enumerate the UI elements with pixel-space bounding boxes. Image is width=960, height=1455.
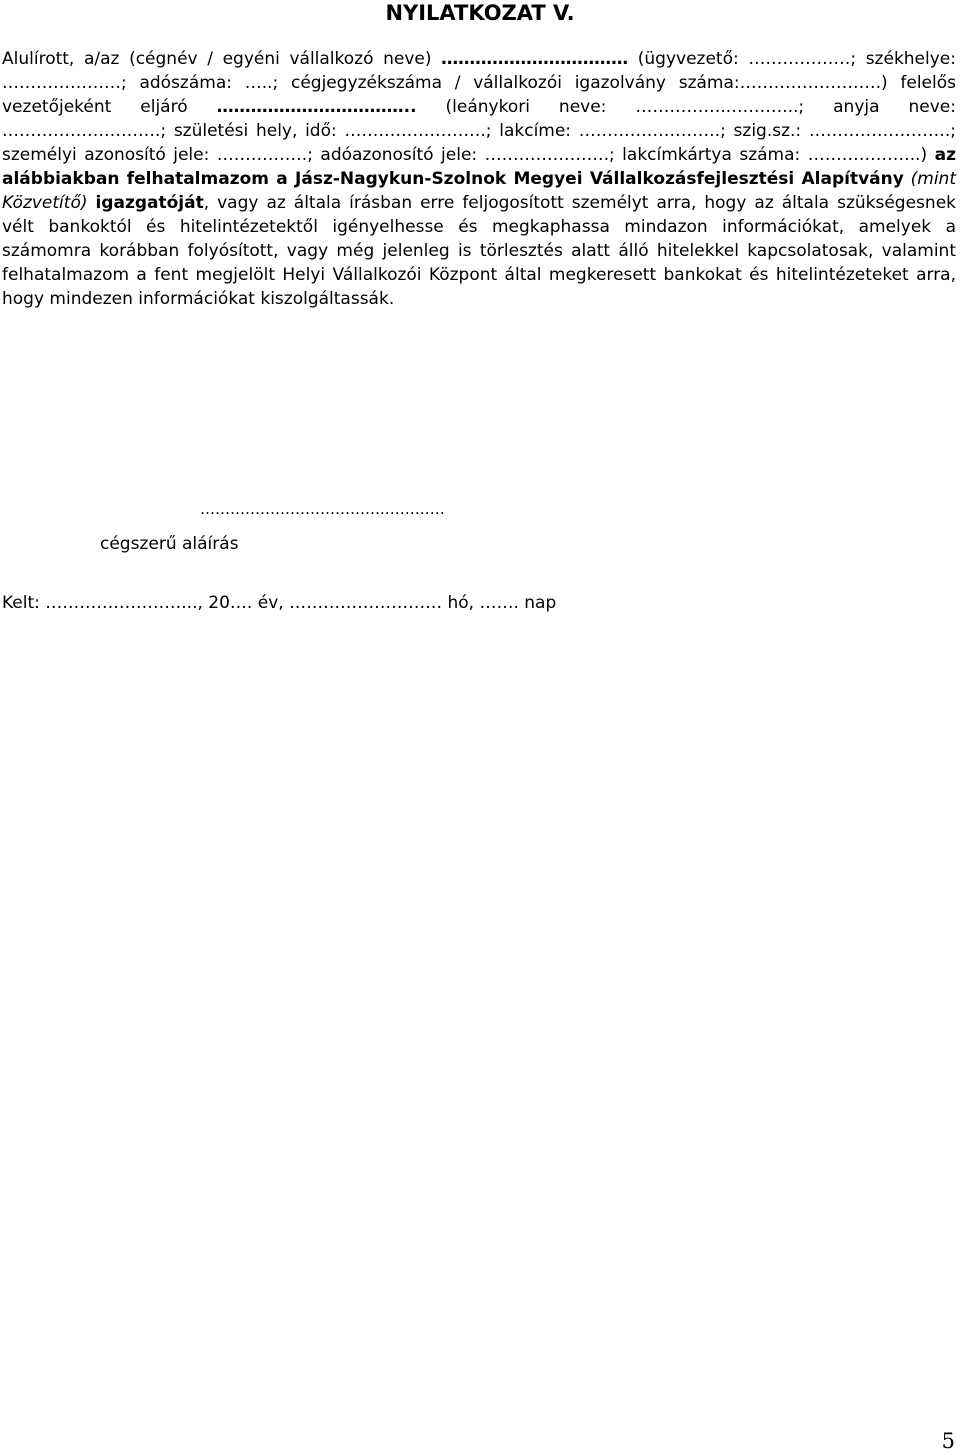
signature-label: cégszerű aláírás bbox=[100, 534, 239, 554]
date-line: Kelt: ……………………..., 20…. év, ……………………… hó, ……. nap bbox=[2, 593, 557, 613]
paragraph-segment: Alulírott, a/az (cégnév / egyéni vállalkozó neve) bbox=[2, 49, 442, 69]
authorization-clause: az alábbiakban felhatalmazom a Jász-Nagykun-Szolnok Megyei Vállalkozásfejlesztési Alapítvány bbox=[2, 145, 956, 189]
company-name-blank: …………………………… bbox=[441, 49, 629, 69]
signature-line: ……………………………….………… bbox=[200, 500, 445, 518]
paragraph-segment: , vagy az általa írásban erre feljogosított személyt arra, hogy az általa szükségesnek vélt bankoktól és hitelintézetektől igényelhesse és megkaphassa mindazon információkat, amelyek a számomra korábban folyósított, vagy még jelenleg is törlesztés alatt álló hitelekkel kapcsolatosak, valamint felhatalmazom a fent megjelölt Helyi Vállalkozói Központ által megkeresett bankokat és hitelintézeteket arra, hogy mindezen információkat kiszolgáltassák. bbox=[2, 193, 956, 309]
authorization-paragraph bbox=[2, 47, 956, 311]
representative-name-blank: …………………………….. bbox=[216, 97, 417, 117]
director-term: igazgatóját bbox=[95, 193, 204, 213]
page-number: 5 bbox=[941, 1429, 955, 1453]
paragraph-segment: (ügyvezető: ………………; székhelye: …………………; adószáma: …..; cégjegyzékszáma / vállalkozói igazolvány száma:…………………….) felelős vezetőjeként eljáró bbox=[2, 49, 956, 117]
document-title: NYILATKOZAT V. bbox=[385, 1, 575, 25]
intermediary-note: (mint Közvetítő) bbox=[2, 169, 956, 213]
paragraph-segment: (leánykori neve: ……………..………...; anyja neve: ……………………….; születési hely, idő: …………………….; lakcíme: …………………….; szig.sz.: …………………….; személyi azonosító jele: …………….; adóazonosító jele: ………………….; lakcímkártya száma: ………………..) bbox=[2, 97, 956, 165]
space bbox=[904, 169, 911, 189]
